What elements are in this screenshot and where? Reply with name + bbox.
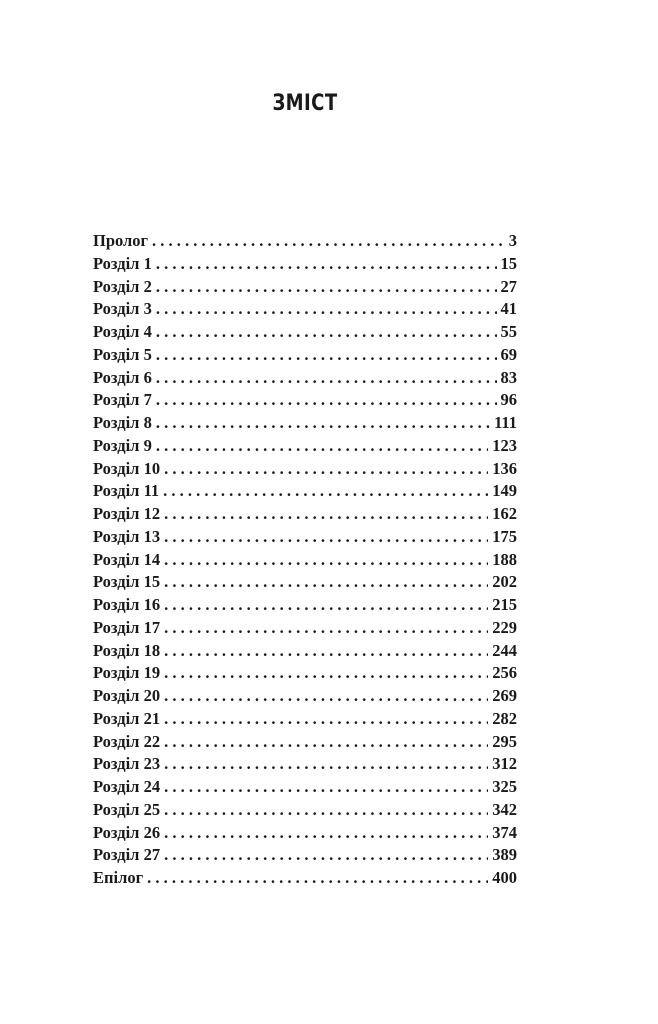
toc-entry-label: Розділ 17 (93, 617, 161, 637)
toc-entry (93, 549, 517, 572)
toc-entry-page-number: 188 (492, 549, 517, 569)
toc-entry-label: Розділ 2 (93, 276, 152, 296)
toc-entry-label: Розділ 6 (93, 367, 152, 387)
toc-entry (93, 867, 517, 890)
toc-entry-label: Розділ 25 (93, 799, 161, 819)
toc-entry (93, 594, 517, 617)
table-of-contents (93, 230, 517, 890)
toc-entry (93, 276, 517, 299)
dot-leader (164, 731, 488, 754)
toc-entry-label: Розділ 22 (93, 731, 161, 751)
toc-entry-page-number: 282 (492, 708, 517, 728)
toc-entry-page-number: 312 (492, 754, 517, 774)
toc-entry-page-number: 69 (500, 344, 517, 364)
dot-leader (163, 480, 488, 503)
toc-entry (93, 685, 517, 708)
toc-entry (93, 799, 517, 822)
dot-leader (164, 640, 488, 663)
toc-entry-page-number: 215 (492, 595, 517, 614)
toc-entry-page-number: 202 (492, 572, 517, 592)
toc-entry (93, 822, 517, 845)
dot-leader (164, 753, 488, 776)
toc-entry (93, 571, 517, 594)
toc-entry-label: Епілог (93, 868, 144, 887)
toc-entry-page-number: 244 (492, 640, 517, 660)
toc-entry-page-number: 400 (492, 868, 517, 887)
toc-entry-page-number: 295 (492, 731, 517, 751)
toc-entry-page-number: 55 (500, 322, 517, 341)
toc-entry (93, 640, 517, 663)
toc-entry (93, 458, 517, 481)
toc-entry (93, 412, 517, 435)
toc-entry-page-number: 162 (492, 504, 517, 523)
toc-entry-label: Розділ 14 (93, 549, 161, 569)
dot-leader (164, 708, 488, 731)
dot-leader (152, 230, 505, 253)
toc-entry-label: Розділ 5 (93, 344, 152, 364)
toc-entry (93, 662, 517, 685)
dot-leader (164, 617, 488, 640)
toc-entry (93, 344, 517, 367)
toc-entry (93, 389, 517, 412)
toc-entry (93, 753, 517, 776)
toc-entry-label: Розділ 15 (93, 572, 161, 592)
dot-leader (156, 298, 497, 321)
toc-entry-label: Розділ 24 (93, 777, 161, 796)
dot-leader (164, 526, 488, 549)
dot-leader (164, 844, 488, 867)
dot-leader (164, 571, 488, 594)
toc-entry (93, 298, 517, 321)
toc-entry-page-number: 389 (492, 845, 517, 865)
toc-entry-label: Розділ 21 (93, 708, 161, 728)
toc-entry-page-number: 111 (494, 413, 517, 432)
toc-entry-page-number: 136 (492, 458, 517, 478)
toc-entry-page-number: 96 (500, 390, 517, 410)
toc-entry-label: Пролог (93, 231, 149, 250)
toc-entry (93, 230, 517, 253)
toc-entry-page-number: 374 (492, 822, 517, 842)
toc-entry-label: Розділ 27 (93, 845, 161, 865)
toc-entry-label: Розділ 1 (93, 253, 152, 273)
dot-leader (156, 435, 488, 458)
toc-entry-label: Розділ 18 (93, 640, 161, 660)
toc-entry-label: Розділ 20 (93, 686, 161, 705)
toc-entry (93, 435, 517, 458)
dot-leader (164, 458, 488, 481)
toc-entry (93, 480, 517, 503)
toc-entry-label: Розділ 7 (93, 390, 152, 410)
toc-entry-page-number: 27 (500, 276, 517, 296)
toc-entry-label: Розділ 16 (93, 595, 161, 614)
toc-entry (93, 253, 517, 276)
toc-entry-page-number: 41 (500, 299, 517, 319)
toc-entry-page-number: 3 (508, 231, 517, 250)
toc-entry-page-number: 15 (500, 253, 517, 273)
dot-leader (156, 412, 490, 435)
toc-entry-label: Розділ 19 (93, 663, 161, 683)
dot-leader (164, 594, 488, 617)
toc-entry (93, 708, 517, 731)
dot-leader (164, 822, 488, 845)
dot-leader (164, 662, 488, 685)
dot-leader (164, 799, 488, 822)
toc-entry-page-number: 83 (500, 367, 517, 387)
dot-leader (156, 389, 497, 412)
toc-entry (93, 526, 517, 549)
toc-entry (93, 367, 517, 390)
toc-entry-label: Розділ 12 (93, 504, 161, 523)
toc-entry (93, 776, 517, 799)
dot-leader (164, 685, 488, 708)
toc-entry (93, 503, 517, 526)
toc-entry (93, 731, 517, 754)
toc-entry-page-number: 229 (492, 617, 517, 637)
toc-entry-label: Розділ 4 (93, 322, 152, 341)
toc-entry-label: Розділ 13 (93, 526, 161, 546)
dot-leader (156, 253, 497, 276)
toc-entry-page-number: 175 (492, 526, 517, 546)
toc-entry-page-number: 269 (492, 686, 517, 705)
toc-entry-label: Розділ 8 (93, 413, 152, 432)
toc-entry (93, 617, 517, 640)
dot-leader (147, 867, 488, 890)
toc-entry (93, 321, 517, 344)
dot-leader (164, 503, 488, 526)
page-title: ЗМІСТ (272, 90, 338, 116)
dot-leader (164, 549, 488, 572)
dot-leader (156, 276, 497, 299)
toc-entry-page-number: 325 (492, 777, 517, 796)
toc-entry-page-number: 256 (492, 663, 517, 683)
toc-entry-label: Розділ 3 (93, 299, 152, 319)
toc-entry-label: Розділ 10 (93, 458, 161, 478)
toc-entry-page-number: 342 (492, 799, 517, 819)
toc-entry-label: Розділ 26 (93, 822, 161, 842)
toc-entry-label: Розділ 11 (93, 481, 160, 501)
dot-leader (156, 344, 497, 367)
toc-entry-label: Розділ 23 (93, 754, 161, 774)
dot-leader (156, 367, 497, 390)
dot-leader (164, 776, 488, 799)
dot-leader (156, 321, 497, 344)
toc-entry-page-number: 149 (492, 481, 517, 501)
toc-entry (93, 844, 517, 867)
toc-entry-label: Розділ 9 (93, 435, 152, 455)
toc-entry-page-number: 123 (492, 435, 517, 455)
